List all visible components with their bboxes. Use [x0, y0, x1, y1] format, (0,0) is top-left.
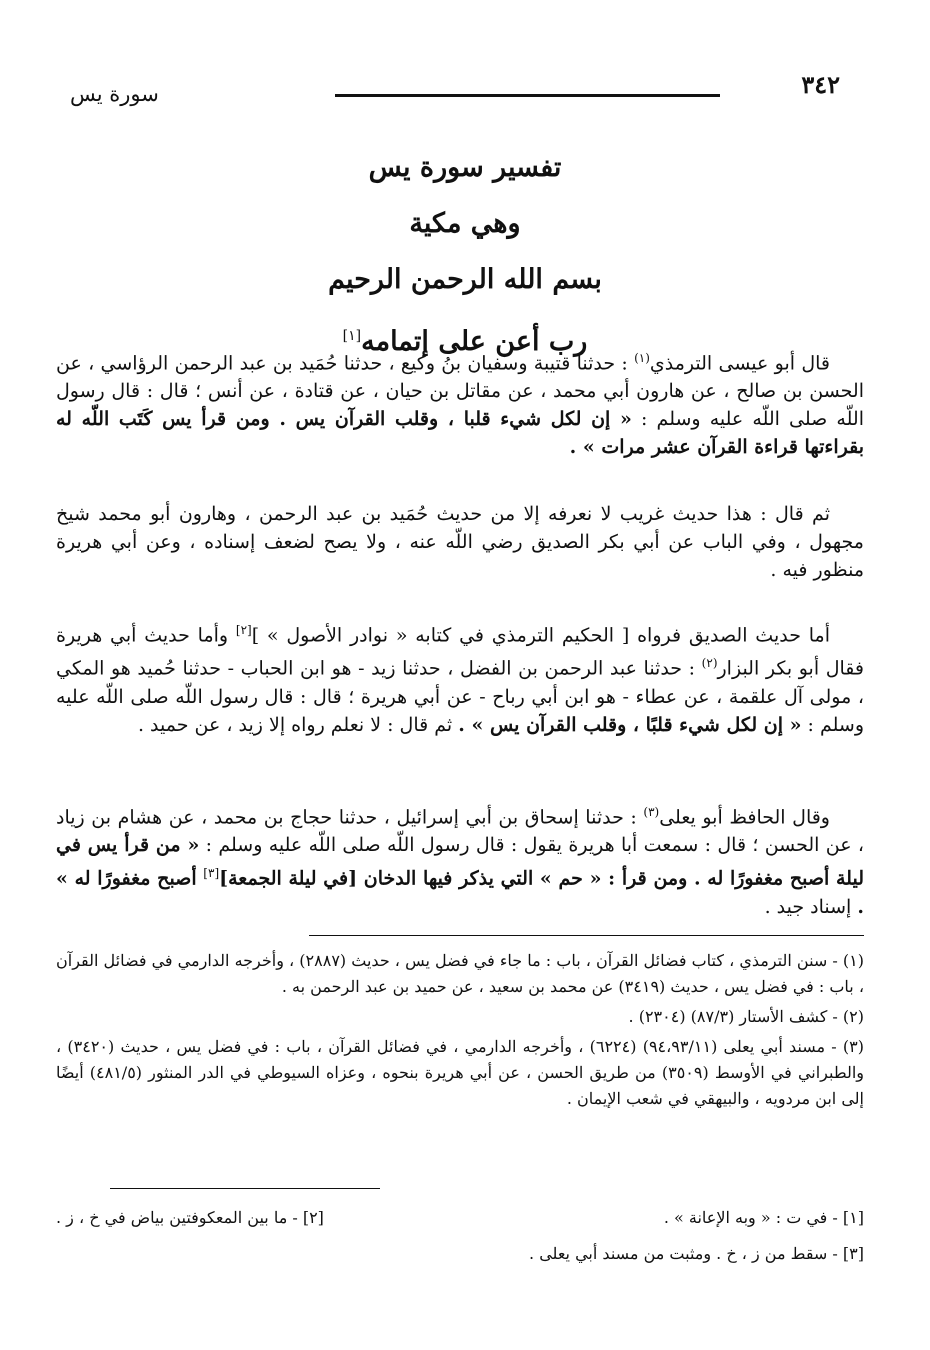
textual-note-rule [110, 1188, 380, 1189]
body-text: ثم قال : هذا حديث غريب لا نعرفه إلا من حديث حُمَيد بن عبد الرحمن ، وهارون أبو محمد شيخ مجهول ، وفي الباب عن أبي بكر الصديق رضي اللّه عنه ، ولا يصح لضعف إسناده ، وعن أبي هريرة منظور فيه . [56, 503, 864, 581]
body-text: ثم قال : لا نعلم رواه إلا زيد ، عن حميد . [137, 713, 459, 736]
invocation-text: رب أعن على إتمامه [361, 326, 588, 357]
textual-note-3: [٣] - سقط من ز ، خ . ومثبت من مسند أبي يعلى . [529, 1244, 864, 1263]
page-number: ٣٤٢ [801, 70, 840, 99]
footnote-marker: (١) [634, 351, 650, 365]
body-text: قال أبو عيسى الترمذي [649, 352, 830, 375]
basmala: بسم الله الرحمن الرحيم [328, 264, 602, 295]
note-marker: [٣] [203, 866, 220, 881]
footnote-marker: (٣) [643, 805, 660, 819]
body-text: وأما حديث أبي هريرة فقال أبو بكر البزار [56, 624, 864, 680]
body-text: : حدثنا إسحاق بن أبي إسرائيل ، حدثنا حجاج بن محمد ، عن هشام بن زياد ، عن الحسن ؛ قال : سمعت أبا هريرة يقول : قال رسول اللّه صلى اللّه عليه وسلم : [56, 806, 865, 857]
hadith-text: « من قرأ يس في ليلة أصبح مغفورًا له . ومن قرأ : « حم » التي يذكر فيها الدخان [في ليلة الجمعة] [56, 834, 864, 890]
body-text: : حدثنا عبد الرحمن بن الفضل ، حدثنا زيد - هو ابن الحباب - حدثنا حُميد هو المكي ، مولى آل علقمة ، عن عطاء - هو ابن أبي رباح - عن أبي هريرة ؛ قال : قال رسول اللّه صلى اللّه عليه وسلم : [56, 657, 864, 736]
footnote-rule [309, 935, 864, 936]
running-title: سورة يس [70, 82, 159, 106]
body-text: : حدثنا قتيبة وسفيان بنُ وكيع ، حدثنا حُمَيد بن عبد الرحمن الرؤاسي ، عن الحسن بن صالح ، عن هارون أبي محمد ، عن مقاتل بن حيان ، عن قتادة ، عن أنس ؛ قال : قال رسول اللّه صلى اللّه عليه وسلم : [56, 352, 864, 431]
footnote-1: (١) - سنن الترمذي ، كتاب فضائل القرآن ، باب : ما جاء في فضل يس ، حديث (٢٨٨٧) ، وأخرجه الدارمي في فضائل القرآن ، باب : في فضل يس ، حديث (٣٤١٩) عن محمد بن سعيد ، عن حميد بن عبد الرحمن به . [56, 951, 865, 996]
footnote-marker: (٢) [701, 656, 718, 671]
chapter-subtitle: وهي مكية [409, 208, 521, 239]
chapter-title: تفسير سورة يس [368, 152, 562, 183]
paragraph-3 [56, 616, 864, 739]
hadith-text: « إن لكل شيء قلبا ، وقلب القرآن يس . ومن قرأ يس كَتَب اللّه له بقراءتها قراءة القرآن عشر مرات » . [56, 408, 864, 459]
hadith-text: أصبح مغفورًا له » . [56, 867, 864, 918]
body-text: أما حديث الصديق فرواه [ الحكيم الترمذي في كتابه « نوادر الأصول » ] [251, 624, 830, 647]
footnotes [56, 948, 864, 1116]
body-text: وقال الحافظ أبو يعلى [659, 806, 830, 829]
footnote-2: (٢) - كشف الأستار (٨٧/٣) (٢٣٠٤) . [628, 1007, 864, 1026]
note-marker: [٢] [235, 623, 252, 637]
textual-notes-row [56, 1204, 864, 1232]
textual-note-2: [٢] - ما بين المعكوفتين بياض في خ ، ز . [56, 1208, 324, 1227]
paragraph-2 [56, 500, 864, 584]
hadith-text: « إن لكل شيء قلبًا ، وقلب القرآن يس » . [458, 713, 802, 736]
textual-notes-row [56, 1240, 864, 1268]
note-marker: [١] [342, 328, 362, 344]
chapter-titles [90, 140, 840, 364]
body-text: إسناد جيد . [764, 895, 858, 918]
header-rule [335, 94, 720, 97]
footnote-3: (٣) - مسند أبي يعلى (٩٤،٩٣/١١) (٦٢٢٤) ، وأخرجه الدارمي ، في فضائل القرآن ، باب : في فضل يس ، حديث (٣٤٢٠) ، والطبراني في الأوسط (٣٥٠٩) من طريق الحسن ، عن أبي هريرة بنحوه ، وعزاه السيوطي في الدر المنثور (٤٨١/٥) أيضًا إلى ابن مردويه ، والبيهقي في شعب الإيمان . [56, 1037, 865, 1108]
textual-note-1: [١] - في ت : « وبه الإعانة » . [663, 1208, 864, 1227]
paragraph-4 [56, 798, 864, 921]
paragraph-1 [56, 344, 864, 461]
